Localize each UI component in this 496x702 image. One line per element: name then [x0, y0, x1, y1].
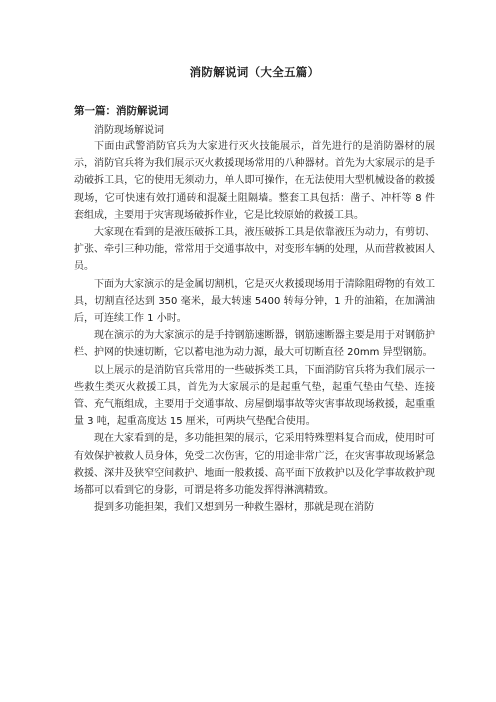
- paragraph: 大家现在看到的是液压破拆工具，液压破拆工具是依靠液压为动力，有剪切、扩张、牵引三种功能，常常用于交通事故中，对变形车辆的处理，从而营救被困人员。: [74, 227, 435, 273]
- paragraph: 下面为大家演示的是金属切割机，它是灭火救援现场用于清除阻碍物的有效工具，切割直径达到 350 毫米，最大转速 5400 转每分钟，1 升的油箱，在加满油后，可连续工作 1 小时。: [74, 278, 435, 325]
- paragraph: 以上展示的是消防官兵常用的一些破拆类工具，下面消防官兵将为我们展示一些救生类灭火救援工具，首先为大家展示的是起重气垫，起重气垫由气垫、连接管、充气瓶组成，主要用于交通事故、房屋倒塌事故等灾害事故现场救援，起重重量 3 吨，起重高度达 15 厘米，可两块气垫配合使用。: [74, 364, 435, 428]
- section-heading: 第一篇：消防解说词: [74, 105, 169, 117]
- paragraph: 现在大家看到的是，多功能担架的展示，它采用特殊塑料复合而成，使用时可有效保护被救人员身体，免受二次伤害，它的用途非常广泛，在灾害事故现场紧急救援、深井及狭窄空间救护、地面一般救援、高平面下放救护以及化学事故救护现场都可以看到它的身影，可谓是将多功能发挥得淋漓精致。: [74, 433, 435, 497]
- paragraph: 下面由武警消防官兵为大家进行灭火技能展示，首先进行的是消防器材的展示，消防官兵将为我们展示灭火救援现场常用的八种器材。首先为大家展示的是手动破拆工具，它的使用无须动力，单人即可操作，在无法使用大型机械设备的救援现场，它可快速有效打通砖和混凝土阻隔墙。整套工具包括：凿子、冲杆等 8 件套组成，主要用于灾害现场破拆作业，它是比较原始的救援工具。: [74, 141, 435, 221]
- paragraph: 提到多功能担架，我们又想到另一种救生器材，那就是现在消防: [94, 502, 374, 514]
- subheading: 消防现场解说词: [94, 125, 164, 136]
- document-title: 消防解说词（大全五篇）: [189, 65, 320, 79]
- paragraph: 现在演示的为大家演示的是手持钢筋速断器，钢筋速断器主要是用于对钢筋护栏、护网的快速切断，它以蓄电池为动力源，最大可切断直径 20mm 异型钢筋。: [74, 330, 435, 359]
